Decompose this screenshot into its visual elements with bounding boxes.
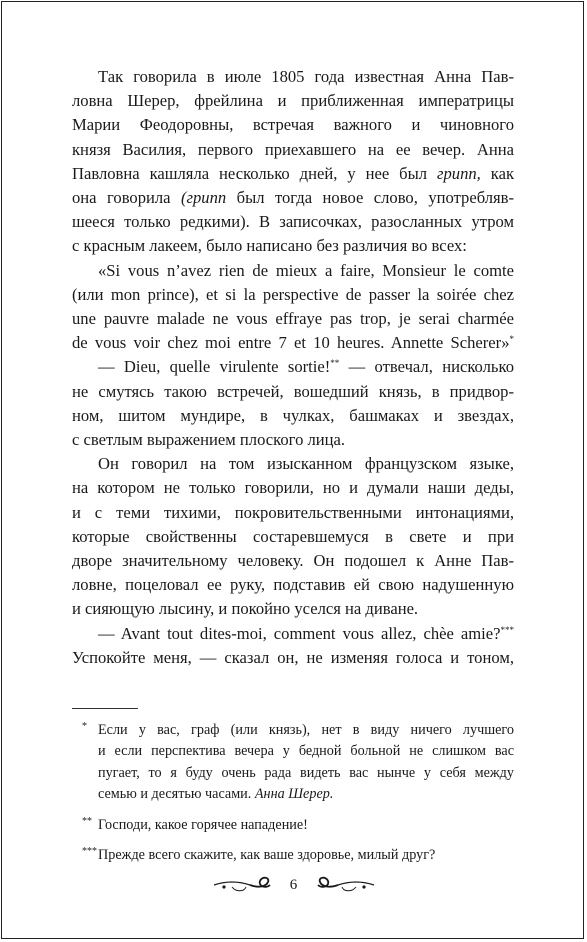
text-line: и с теми тихими, покровительственными интонациями,	[72, 502, 514, 522]
text-line: ном, шитом мундире, в чулках, башмаках и звездах,	[72, 405, 514, 425]
text-line: на котором не только говорили, но и думали наши деды,	[72, 478, 514, 498]
footnote-line: пугает, то я буду очень рада видеть вас нынче у себя между	[98, 764, 514, 781]
text-line: ловне, поцеловал ее руку, подставив ей свою надушенную	[72, 575, 514, 595]
text-run: — Dieu, quelle virulente sortie!	[98, 357, 331, 377]
footnotes	[72, 716, 514, 871]
text-line: князя Василия, первого приехавшего на ее вечер. Анна	[72, 139, 514, 159]
footnote-divider	[72, 708, 138, 709]
text-line: ловна Шерер, фрейлина и приближенная императрицы	[72, 91, 514, 111]
paragraph-2	[72, 259, 514, 356]
footnote-marker: **	[82, 815, 92, 827]
text-line: Марии Феодоровны, встречая важного и чиновного	[72, 115, 514, 135]
text-line: дворе значительному человеку. Он подошел к Анне Пав-	[72, 551, 514, 571]
text-line: «Si vous n’avez rien de mieux a faire, Monsieur le comte	[98, 260, 514, 280]
footnote-3	[72, 841, 514, 866]
italic-word: (грипп	[181, 188, 227, 208]
text-line: не смутясь такою встречей, вошедший князь, в придвор-	[72, 381, 514, 401]
left-ornament-icon	[212, 875, 274, 895]
paragraph-3	[72, 355, 514, 452]
footnote-marker: *	[82, 721, 87, 732]
text-line	[72, 186, 514, 210]
text-line: и сияющую лысину, и покойно уселся на диване.	[72, 599, 419, 619]
text-run: Прежде всего скажите, как ваше здоровье, милый друг?	[98, 847, 436, 864]
paragraph-5	[72, 622, 514, 670]
page-folio	[0, 873, 587, 897]
footnote-2	[72, 811, 514, 836]
footnote-mark: **	[330, 358, 340, 369]
text-run: как	[480, 163, 515, 183]
text-line: (или mon prince), et si la perspective de passer la soirée chez	[72, 284, 514, 304]
footnote-line	[72, 716, 514, 741]
text-line: с красным лакеем, было написано без различия во всех:	[72, 236, 467, 256]
text-line: которые свойственны состаревшемуся в свете и при	[72, 526, 514, 546]
text-line	[72, 355, 514, 379]
signature-text: Анна Шерер.	[254, 786, 334, 803]
right-ornament-icon	[314, 875, 376, 895]
footnote-line	[72, 811, 514, 836]
footnote-line: и если перспектива вечера у бедной больной не слишком вас	[98, 743, 514, 760]
main-text	[72, 65, 514, 670]
footnote-mark: ***	[500, 624, 514, 635]
text-run: Павловна кашляла несколько дней, у нее был	[72, 163, 437, 183]
text-line: шееся только редкими). В записочках, разосланных утром	[72, 212, 514, 232]
text-line	[72, 331, 514, 355]
text-run: — отвечал, нисколько	[339, 357, 514, 377]
text-run: Господи, какое горячее нападение!	[98, 816, 308, 833]
text-line: Так говорила в июле 1805 года известная Анна Пав-	[98, 67, 514, 86]
text-run: она говорила	[72, 188, 181, 208]
text-line	[72, 622, 514, 646]
text-run: Если у вас, граф (или князь), нет в виду ничего лучшего	[98, 722, 514, 738]
text-run: — Avant tout dites-moi, comment vous allez, chèe amie?	[98, 623, 501, 643]
text-line: une pauvre malade ne vous effraye pas trop, je serai charmée	[72, 309, 514, 329]
footnote-1	[72, 716, 514, 806]
text-run: de vous voir chez moi entre 7 et 10 heures. Annette Scherer»	[72, 333, 510, 353]
paragraph-4	[72, 452, 514, 621]
text-run: был тогда новое слово, употребляв-	[226, 188, 515, 208]
text-run: семью и десятью часами.	[98, 786, 255, 803]
paragraph-1	[72, 65, 514, 259]
footnote-line	[72, 784, 514, 805]
text-line	[72, 162, 514, 186]
page-number: 6	[289, 876, 298, 893]
footnote-line	[72, 841, 514, 866]
text-line: Успокойте меня, — сказал он, не изменяя голоса и тоном,	[72, 647, 514, 667]
text-line: Он говорил на том изысканном французском языке,	[98, 454, 514, 474]
footnote-marker: ***	[82, 846, 97, 858]
footnote-mark: *	[509, 334, 514, 345]
italic-word: грипп,	[437, 163, 481, 183]
text-line: с светлым выражением плоского лица.	[72, 430, 346, 450]
